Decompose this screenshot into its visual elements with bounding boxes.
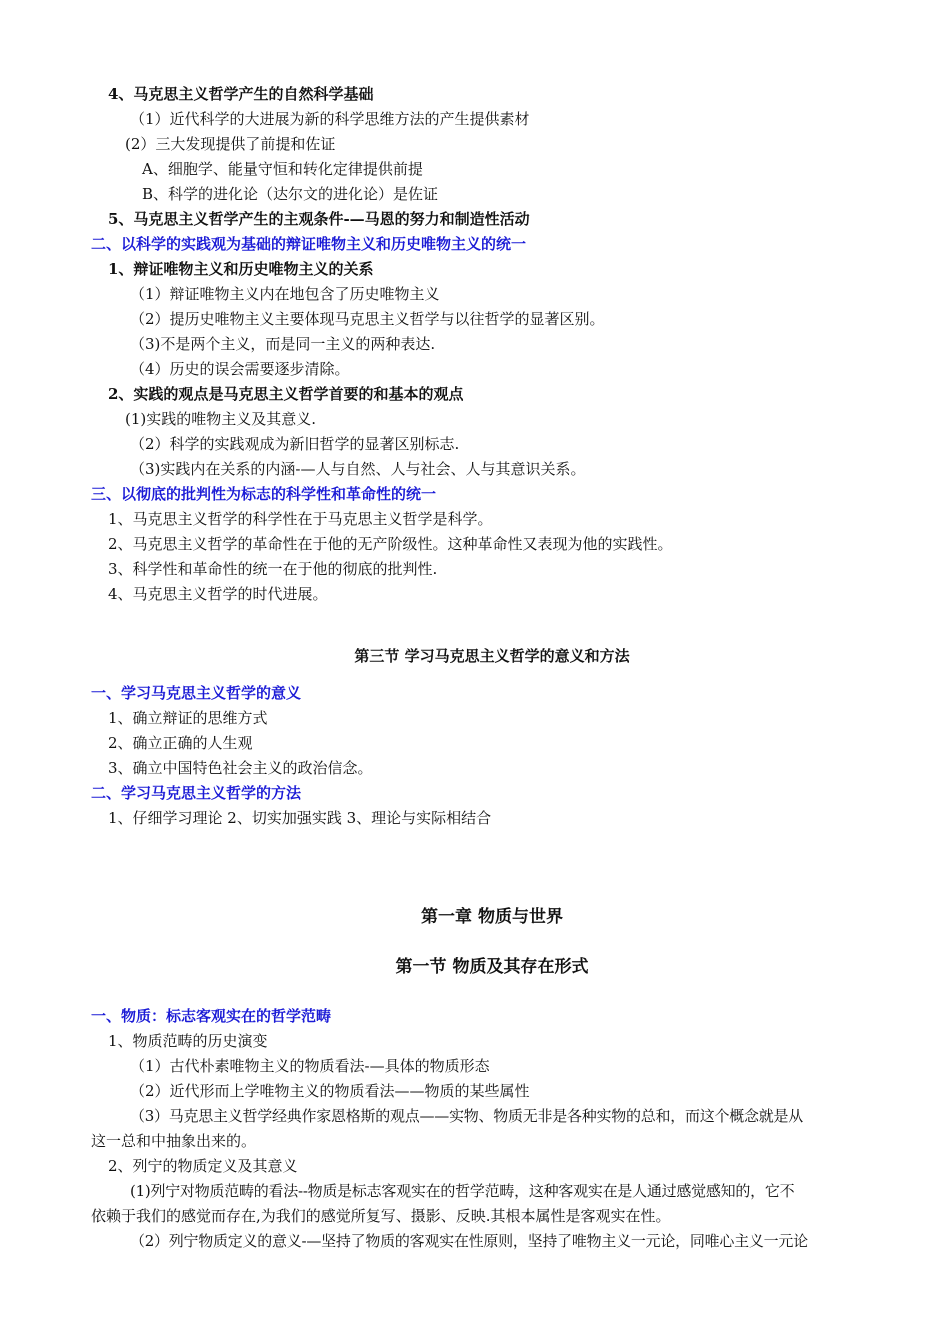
list-item: 1、仔细学习理论 2、切实加强实践 3、理论与实际相结合	[108, 809, 492, 827]
list-item: （1）近代科学的大进展为新的科学思维方法的产生提供素材	[130, 110, 530, 128]
section-heading: 一、学习马克思主义哲学的意义	[91, 684, 302, 702]
paragraph-line: 这一总和中抽象出来的。	[91, 1132, 257, 1150]
paragraph-line: （3）马克思主义哲学经典作家恩格斯的观点——实物、物质无非是各种实物的总和，而这个概念就是从	[130, 1107, 804, 1125]
list-item: （2）近代形而上学唯物主义的物质看法——物质的某些属性	[130, 1082, 530, 1100]
section-title: 第三节 学习马克思主义哲学的意义和方法	[354, 647, 630, 665]
list-item: 1、确立辩证的思维方式	[108, 709, 268, 727]
list-item: (1)实践的唯物主义及其意义.	[125, 410, 317, 428]
list-item: 2、列宁的物质定义及其意义	[108, 1157, 298, 1175]
list-item: （2）科学的实践观成为新旧哲学的显著区别标志.	[130, 435, 460, 453]
list-item: 4、马克思主义哲学的时代进展。	[108, 585, 328, 603]
section-heading: 三、以彻底的批判性为标志的科学性和革命性的统一	[91, 485, 437, 503]
list-item: 3、确立中国特色社会主义的政治信念。	[108, 759, 373, 777]
paragraph-line: (1)列宁对物质范畴的看法--物质是标志客观实在的哲学范畴，这种客观实在是人通过感觉感知的，它不	[130, 1182, 795, 1200]
list-item: 3、科学性和革命性的统一在于他的彻底的批判性.	[108, 560, 438, 578]
list-item: 2、马克思主义哲学的革命性在于他的无产阶级性。这种革命性又表现为他的实践性。	[108, 535, 673, 553]
section-heading: 二、以科学的实践观为基础的辩证唯物主义和历史唯物主义的统一	[91, 235, 527, 253]
list-item: B、科学的进化论（达尔文的进化论）是佐证	[142, 185, 439, 203]
section-heading: 一、物质：标志客观实在的哲学范畴	[91, 1007, 332, 1025]
paragraph-line: 依赖于我们的感觉而存在,为我们的感觉所复写、摄影、反映.其根本属性是客观实在性。	[91, 1207, 671, 1225]
section-title: 第一节 物质及其存在形式	[395, 957, 589, 977]
subsection-heading: 1、辩证唯物主义和历史唯物主义的关系	[108, 260, 374, 278]
list-item: （1）古代朴素唯物主义的物质看法-—具体的物质形态	[130, 1057, 490, 1075]
list-item: (2）三大发现提供了前提和佐证	[125, 135, 336, 153]
paragraph-line: （2）列宁物质定义的意义-—坚持了物质的客观实在性原则，坚持了唯物主义一元论，同唯心主义一元论	[130, 1232, 808, 1250]
list-item: （2）提历史唯物主义主要体现马克思主义哲学与以往哲学的显著区别。	[130, 310, 605, 328]
list-item: A、细胞学、能量守恒和转化定律提供前提	[142, 160, 423, 178]
subsection-heading: 2、实践的观点是马克思主义哲学首要的和基本的观点	[108, 385, 464, 403]
list-item: （3)不是两个主义，而是同一主义的两种表达.	[130, 335, 436, 353]
list-item: （3)实践内在关系的内涵-—人与自然、人与社会、人与其意识关系。	[130, 460, 586, 478]
chapter-title: 第一章 物质与世界	[421, 907, 563, 927]
list-item: （4）历史的误会需要逐步清除。	[130, 360, 350, 378]
subsection-heading: 4、马克思主义哲学产生的自然科学基础	[108, 85, 374, 103]
list-item: 1、马克思主义哲学的科学性在于马克思主义哲学是科学。	[108, 510, 493, 528]
subsection-heading: 5、马克思主义哲学产生的主观条件-—马恩的努力和制造性活动	[108, 210, 530, 228]
list-item: （1）辩证唯物主义内在地包含了历史唯物主义	[130, 285, 440, 303]
list-item: 2、确立正确的人生观	[108, 734, 253, 752]
list-item: 1、物质范畴的历史演变	[108, 1032, 268, 1050]
section-heading: 二、学习马克思主义哲学的方法	[91, 784, 302, 802]
